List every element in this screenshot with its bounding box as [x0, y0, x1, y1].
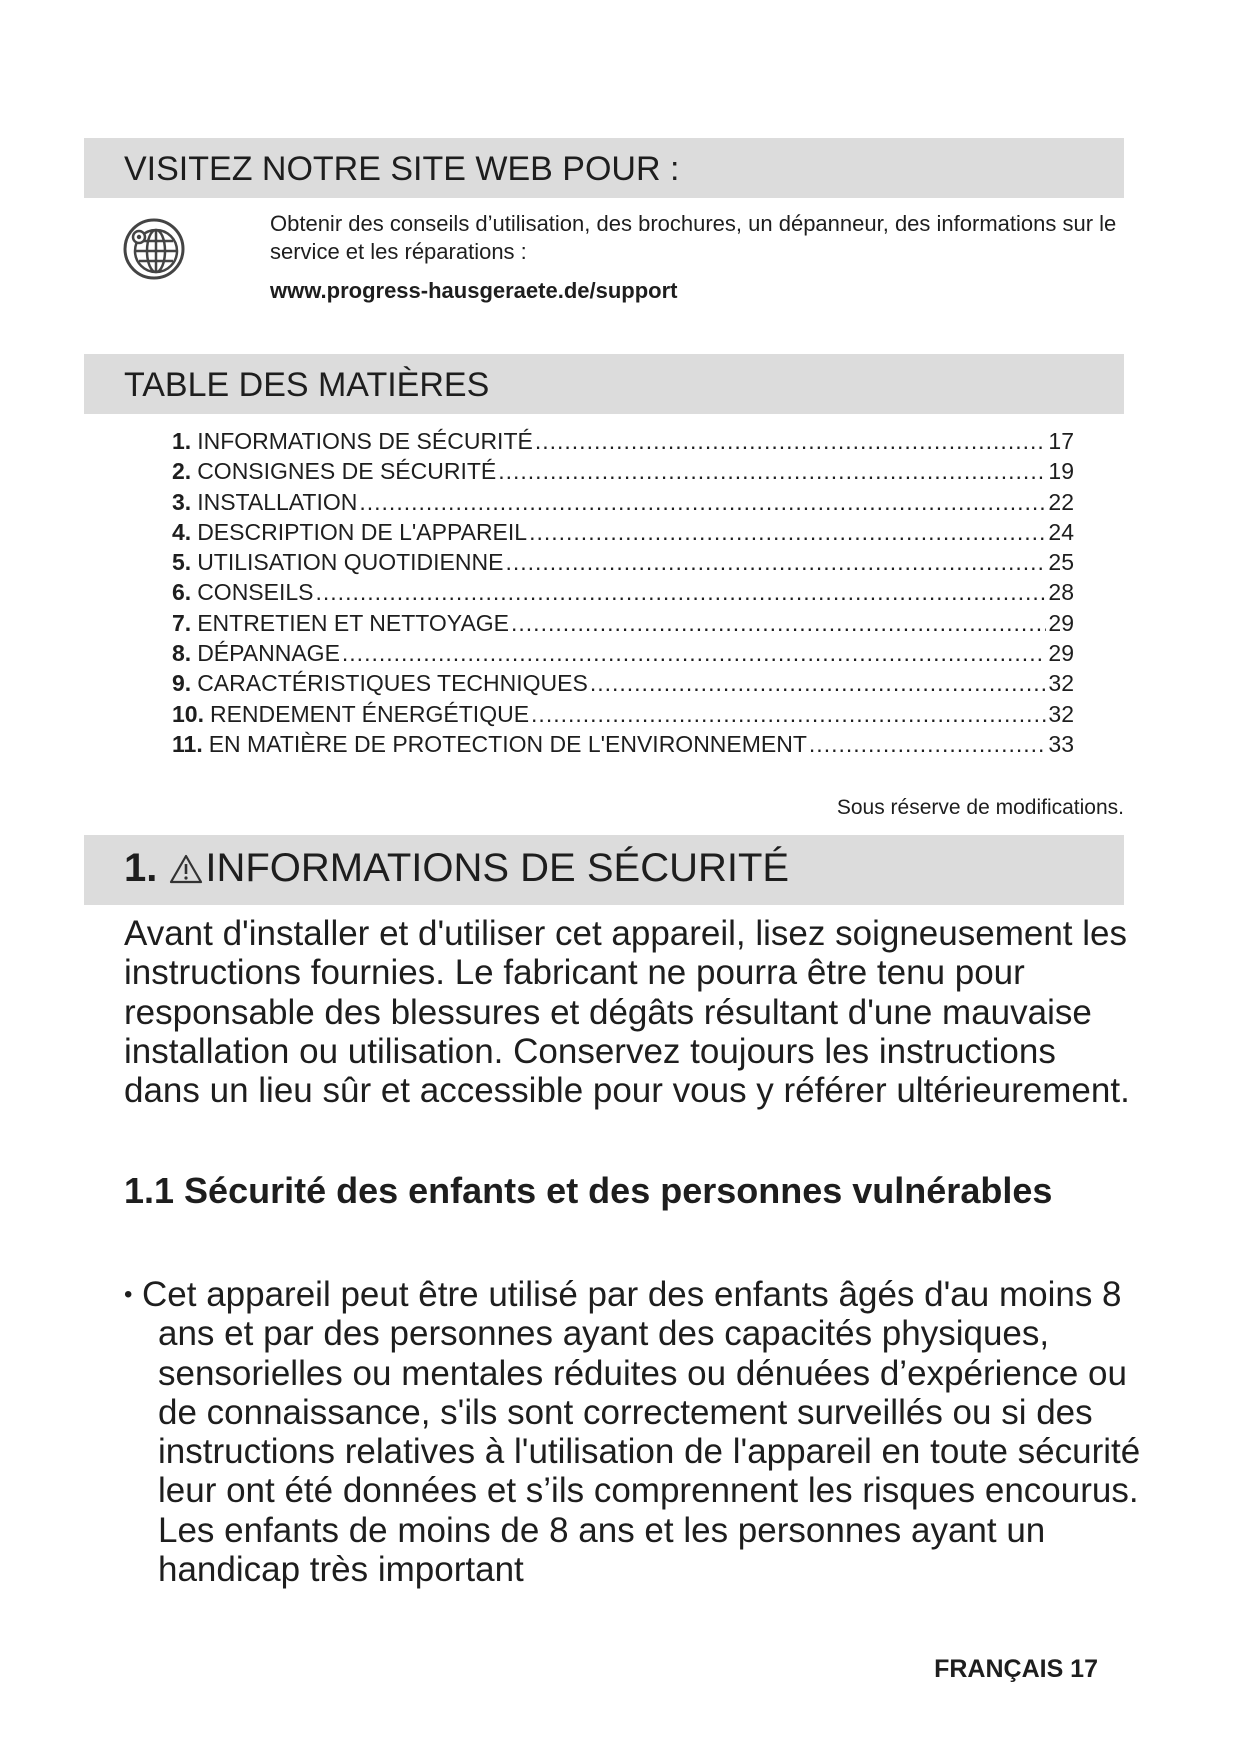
toc-page: 17 [1048, 428, 1074, 454]
toc-number: 7. [172, 609, 192, 636]
toc-label: RENDEMENT ÉNERGÉTIQUE [209, 700, 530, 727]
visit-section-header [84, 138, 1124, 198]
toc-entry[interactable] [172, 640, 1074, 670]
toc-number: 6. [172, 579, 192, 606]
toc-page: 29 [1048, 609, 1074, 636]
globe-icon [122, 217, 186, 281]
toc-leader [359, 489, 1046, 516]
toc-number: 2. [172, 458, 192, 485]
toc-label: DÉPANNAGE [197, 640, 340, 667]
toc-label: CONSIGNES DE SÉCURITÉ [197, 458, 497, 485]
toc-leader [809, 731, 1046, 758]
bullet-dot-icon: • [124, 1281, 133, 1308]
toc-entry[interactable] [172, 549, 1074, 579]
safety-intro-paragraph: Avant d'installer et d'utiliser cet appareil, lisez soigneusement les instructions fournies. Le fabricant ne pourra être tenu pour responsable des blessures et dégâts résultant d'une mauvaise installation ou utilisation. Conservez toujours les instructions dans un lieu sûr et accessible pour vous y référer ultérieurement. [124, 914, 1130, 1111]
toc-title: TABLE DES MATIÈRES [124, 366, 490, 404]
toc-entry[interactable] [172, 670, 1074, 700]
toc-leader [498, 458, 1046, 485]
toc-label: UTILISATION QUOTIDIENNE [197, 549, 504, 576]
toc-number: 11. [172, 730, 203, 757]
toc-page: 32 [1048, 700, 1074, 727]
toc-label: EN MATIÈRE DE PROTECTION DE L'ENVIRONNEMENT [208, 730, 807, 757]
section-number: 1. [124, 846, 158, 890]
toc-page: 19 [1048, 458, 1074, 485]
toc-section-header [84, 354, 1124, 414]
toc-page: 32 [1048, 670, 1074, 697]
toc-label: INFORMATIONS DE SÉCURITÉ [197, 428, 533, 454]
toc-number: 10. [172, 700, 204, 727]
toc-label: CONSEILS [197, 579, 314, 606]
toc-label: CARACTÉRISTIQUES TECHNIQUES [197, 670, 588, 697]
toc-page: 22 [1048, 488, 1074, 515]
toc-entry[interactable] [172, 731, 1074, 761]
subsection-heading: 1.1 Sécurité des enfants et des personnes vulnérables [124, 1170, 1053, 1211]
visit-title: VISITEZ NOTRE SITE WEB POUR : [124, 150, 680, 188]
toc-leader [535, 428, 1047, 455]
page-footer: FRANÇAIS 17 [934, 1655, 1098, 1683]
toc-leader [531, 701, 1046, 728]
section-1-header [84, 835, 1124, 905]
table-of-contents [172, 428, 1074, 761]
toc-number: 8. [172, 640, 192, 667]
toc-number: 9. [172, 670, 192, 697]
toc-page: 33 [1048, 730, 1074, 757]
support-url-link[interactable]: www.progress-hausgeraete.de/support [270, 278, 678, 303]
toc-number: 1. [172, 428, 192, 454]
toc-label: DESCRIPTION DE L'APPAREIL [197, 518, 528, 545]
toc-entry[interactable] [172, 428, 1074, 458]
toc-page: 24 [1048, 518, 1074, 545]
toc-entry[interactable] [172, 701, 1074, 731]
bullet-item [124, 1275, 1168, 1589]
toc-label: ENTRETIEN ET NETTOYAGE [197, 609, 510, 636]
toc-entry[interactable] [172, 519, 1074, 549]
toc-leader [316, 579, 1047, 606]
visit-description: Obtenir des conseils d’utilisation, des brochures, un dépanneur, des informations sur le service et les réparations : [270, 211, 1117, 264]
warning-icon [169, 854, 203, 884]
toc-label: INSTALLATION [197, 488, 358, 515]
bullet-text: Cet appareil peut être utilisé par des enfants âgés d'au moins 8 ans et par des personnes ayant des capacités physiques, sensorielles ou mentales réduites ou dénuées d’expérience ou de connaissance, s'ils sont correctement surveillés ou si des instructions relatives à l'utilisation de l'appareil en toute sécurité leur ont été données et s’ils comprennent les risques encourus. Les enfants de moins de 8 ans et les personnes ayant un handicap très important [142, 1275, 1141, 1590]
toc-entry[interactable] [172, 458, 1074, 488]
toc-leader [342, 640, 1047, 667]
toc-page: 25 [1048, 549, 1074, 576]
toc-entry[interactable] [172, 610, 1074, 640]
modification-note: Sous réserve de modifications. [836, 796, 1124, 819]
toc-leader [511, 610, 1046, 637]
toc-page: 28 [1048, 579, 1074, 606]
toc-page: 29 [1048, 640, 1074, 667]
toc-leader [505, 549, 1046, 576]
section-title-text: INFORMATIONS DE SÉCURITÉ [205, 846, 790, 890]
toc-number: 3. [172, 488, 192, 515]
toc-number: 5. [172, 549, 192, 576]
toc-entry[interactable] [172, 489, 1074, 519]
toc-leader [590, 670, 1047, 697]
section-1-title [124, 846, 789, 891]
toc-entry[interactable] [172, 579, 1074, 609]
toc-leader [529, 519, 1046, 546]
toc-number: 4. [172, 518, 192, 545]
